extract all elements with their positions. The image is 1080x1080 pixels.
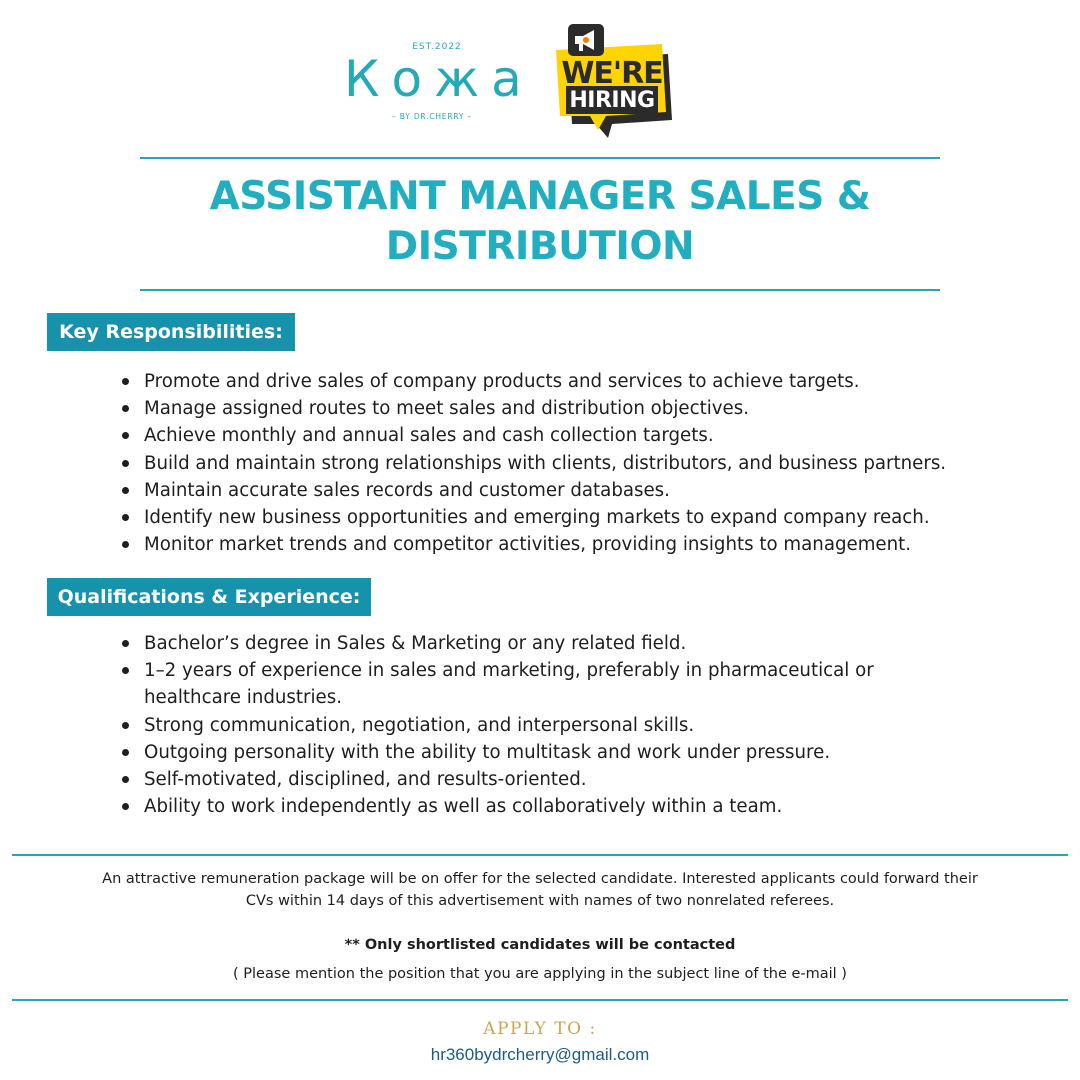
mention-note: ( Please mention the position that you are applying in the subject line of the e-mail ) — [233, 966, 847, 982]
apply-to-label: APPLY TO : — [483, 1019, 597, 1039]
company-logo — [338, 36, 534, 130]
logo-wordmark: Кожа — [344, 50, 534, 108]
title-rule-top — [140, 157, 940, 159]
responsibilities-list — [118, 368, 946, 558]
job-title-line2: DISTRIBUTION — [385, 224, 695, 269]
list-item: Identify new business opportunities and emerging markets to expand company reach. — [118, 504, 946, 531]
shortlist-note: ** Only shortlisted candidates will be contacted — [344, 937, 736, 953]
megaphone-icon — [568, 24, 604, 56]
qualifications-heading: Qualifications & Experience: — [47, 578, 371, 616]
were-hiring-badge — [550, 20, 678, 138]
footer-rule-bottom — [12, 999, 1068, 1001]
list-item: Monitor market trends and competitor activities, providing insights to management. — [118, 531, 946, 558]
list-item: Achieve monthly and annual sales and cash collection targets. — [118, 422, 946, 449]
footer-rule-top — [12, 854, 1068, 856]
title-rule-bottom — [140, 289, 940, 291]
list-item: Self-motivated, disciplined, and results-oriented. — [118, 766, 874, 793]
list-item: Manage assigned routes to meet sales and distribution objectives. — [118, 395, 946, 422]
list-item: Bachelor’s degree in Sales & Marketing or any related field. — [118, 630, 874, 657]
job-title — [140, 172, 940, 272]
qualifications-list — [118, 630, 874, 820]
logo-byline: – BY DR.CHERRY – — [391, 112, 472, 121]
remuneration-text: An attractive remuneration package will be on offer for the selected candidate. Interested applicants could forward their CVs within 14 days of this advertisement with names of two nonrelated referees. — [102, 871, 978, 909]
contact-email-link[interactable]: hr360bydrcherry@gmail.com — [430, 1045, 650, 1064]
responsibilities-heading: Key Responsibilities: — [47, 313, 295, 351]
list-item: Outgoing personality with the ability to multitask and work under pressure. — [118, 739, 874, 766]
logo-est-text: EST.2022 — [412, 42, 462, 52]
hiring-line2: HIRING — [569, 88, 655, 113]
hiring-line1: WE'RE — [561, 56, 663, 91]
job-title-line1: ASSISTANT MANAGER SALES & — [209, 174, 871, 219]
list-item: 1–2 years of experience in sales and marketing, preferably in pharmaceutical or healthcare industries. — [118, 657, 874, 711]
list-item: Strong communication, negotiation, and interpersonal skills. — [118, 712, 874, 739]
list-item: Promote and drive sales of company products and services to achieve targets. — [118, 368, 946, 395]
list-item: Build and maintain strong relationships with clients, distributors, and business partners. — [118, 450, 946, 477]
list-item: Ability to work independently as well as collaboratively within a team. — [118, 793, 874, 820]
list-item: Maintain accurate sales records and customer databases. — [118, 477, 946, 504]
